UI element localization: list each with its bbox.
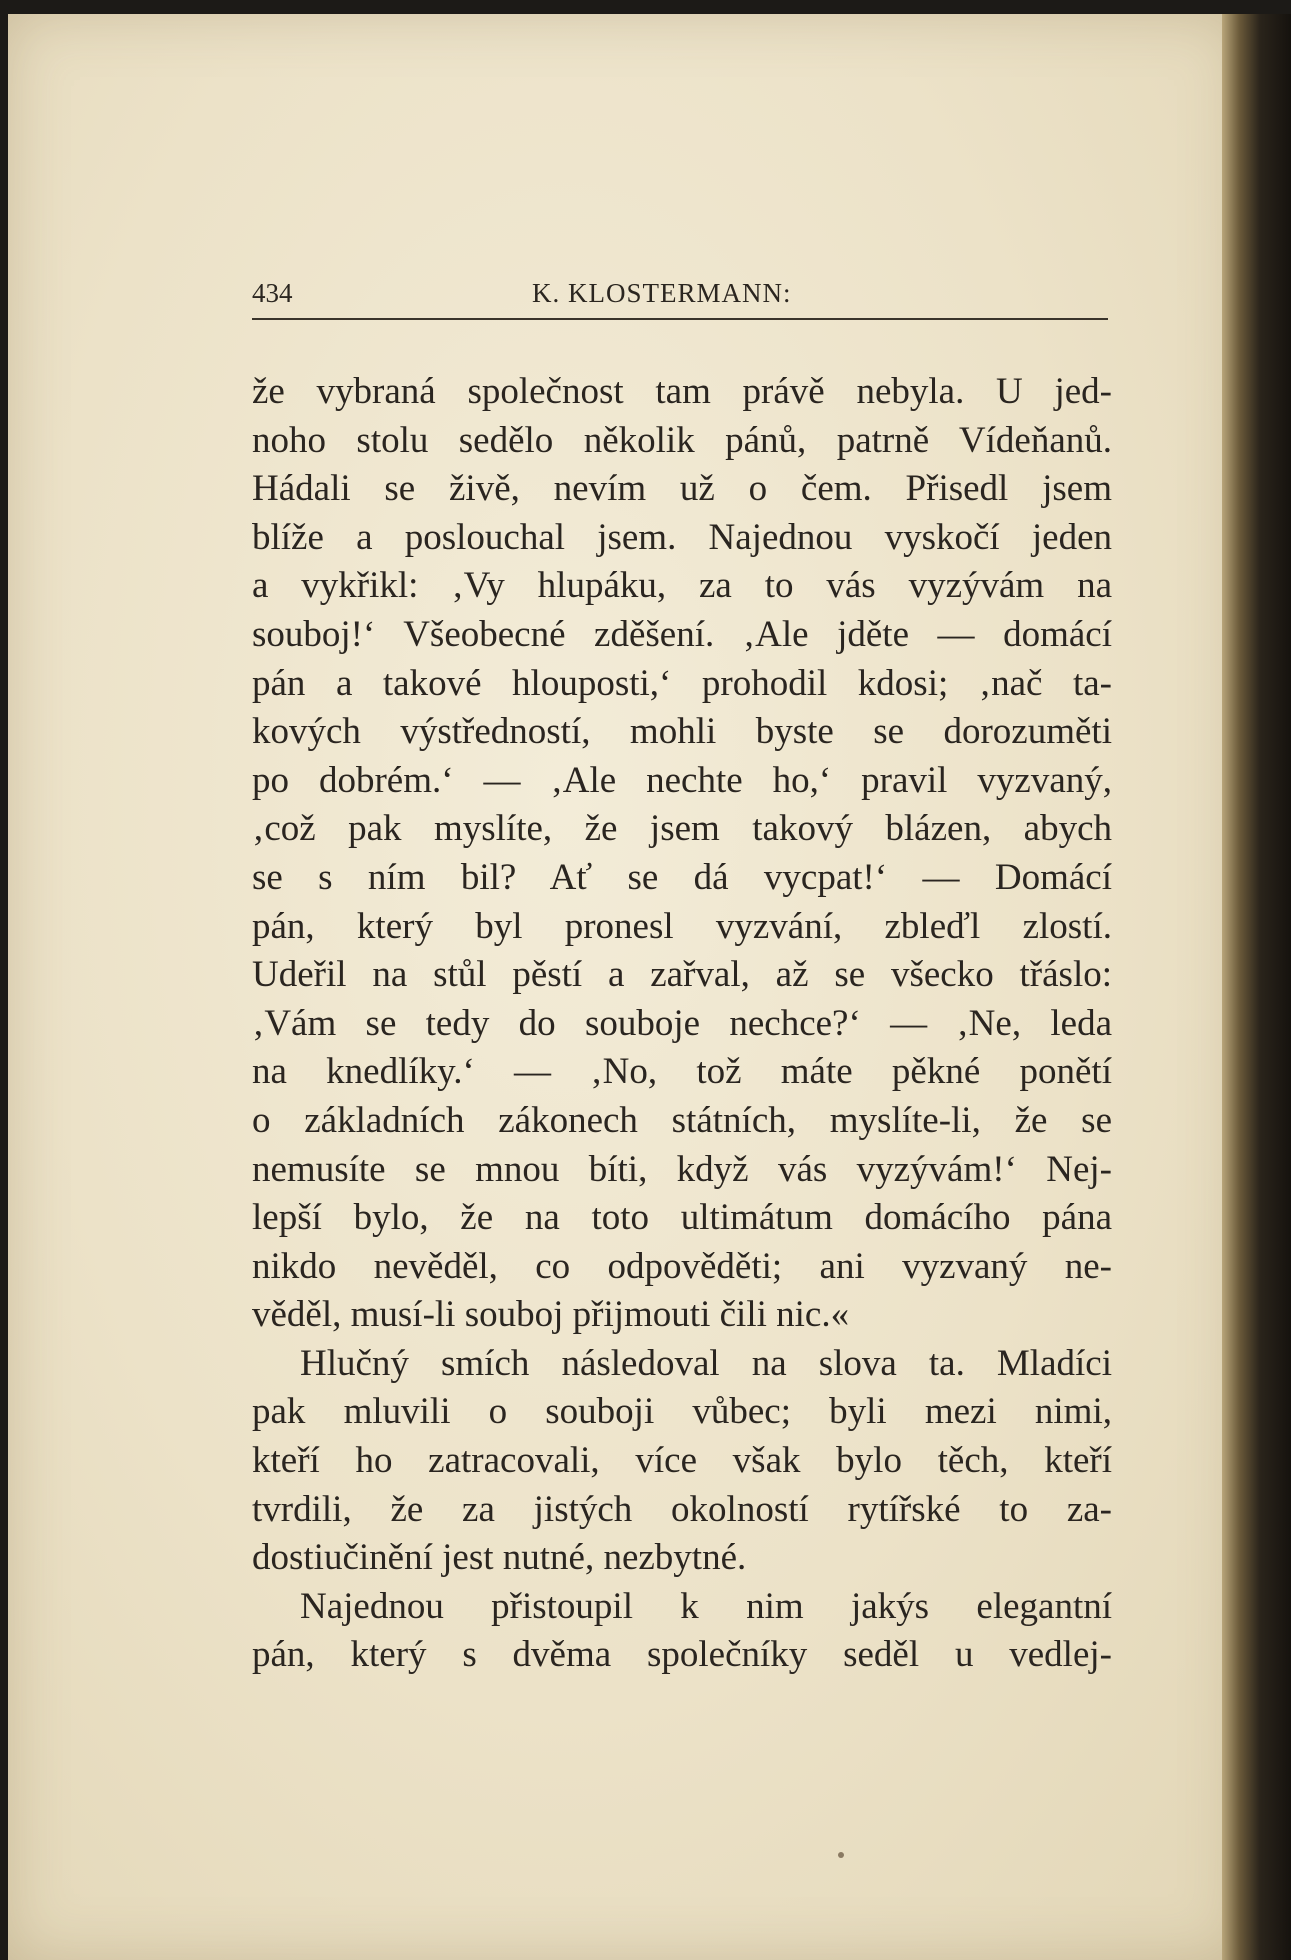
text-line: o základních zákonech státních, myslíte-li, že se <box>252 1099 1112 1141</box>
page-number: 434 <box>252 278 293 308</box>
text-line: věděl, musí-li souboj přijmouti čili nic.« <box>252 1294 850 1336</box>
text-line: na knedlíky.‘ — ‚No, tož máte pěkné ponětí <box>252 1051 1112 1093</box>
paper-speck <box>838 1852 844 1858</box>
text-line: noho stolu sedělo několik pánů, patrně Vídeňanů. <box>252 419 1112 461</box>
text-line: se s ním bil? Ať se dá vycpat!‘ — Domácí <box>252 856 1112 898</box>
text-line: kových výstředností, mohli byste se dorozuměti <box>252 711 1112 753</box>
text-line: pán a takové hlouposti,‘ prohodil kdosi; ‚nač ta- <box>252 662 1112 704</box>
page-header <box>252 272 1108 318</box>
book-spine-gutter <box>1222 14 1291 1960</box>
text-line: Hádali se živě, nevím už o čem. Přisedl jsem <box>252 468 1112 510</box>
body-text <box>252 368 1112 1680</box>
text-line: tvrdili, že za jistých okolností rytířské to za- <box>252 1488 1112 1530</box>
text-line: Udeřil na stůl pěstí a zařval, až se všecko třáslo: <box>252 954 1112 996</box>
running-head: K. KLOSTERMANN: <box>532 278 792 308</box>
text-line: že vybraná společnost tam právě nebyla. U jed- <box>252 371 1112 412</box>
text-line: lepší bylo, že na toto ultimátum domácího pána <box>252 1197 1112 1239</box>
text-line: dostiučinění jest nutné, nezbytné. <box>252 1537 747 1579</box>
text-line: ‚Vám se tedy do souboje nechce?‘ — ‚Ne, leda <box>252 1002 1112 1044</box>
text-line: kteří ho zatracovali, více však bylo těch, kteří <box>252 1440 1112 1482</box>
text-line: blíže a poslouchal jsem. Najednou vyskočí jeden <box>252 516 1112 558</box>
text-line: po dobrém.‘ — ‚Ale nechte ho,‘ pravil vyzvaný, <box>252 759 1112 801</box>
text-line: nikdo nevěděl, co odpověděti; ani vyzvaný ne- <box>252 1245 1112 1287</box>
text-line: pán, který byl pronesl vyzvání, zbleďl zlostí. <box>252 905 1112 947</box>
paragraph <box>252 1583 1112 1680</box>
text-line: pán, který s dvěma společníky seděl u vedlej- <box>252 1634 1112 1676</box>
text-line: souboj!‘ Všeobecné zděšení. ‚Ale jděte — domácí <box>252 613 1112 655</box>
paragraph <box>252 368 1112 1340</box>
text-line: ‚což pak myslíte, že jsem takový blázen, abych <box>252 808 1112 850</box>
text-line: Hlučný smích následoval na slova ta. Mladíci <box>300 1342 1112 1384</box>
text-line: Najednou přistoupil k nim jakýs elegantní <box>300 1585 1112 1627</box>
text-line: nemusíte se mnou bíti, když vás vyzývám!‘ Nej- <box>252 1148 1112 1190</box>
text-line: pak mluvili o souboji vůbec; byli mezi nimi, <box>252 1391 1112 1433</box>
header-rule <box>252 318 1108 320</box>
text-line: a vykřikl: ‚Vy hlupáku, za to vás vyzývám na <box>252 565 1112 607</box>
paragraph <box>252 1340 1112 1583</box>
